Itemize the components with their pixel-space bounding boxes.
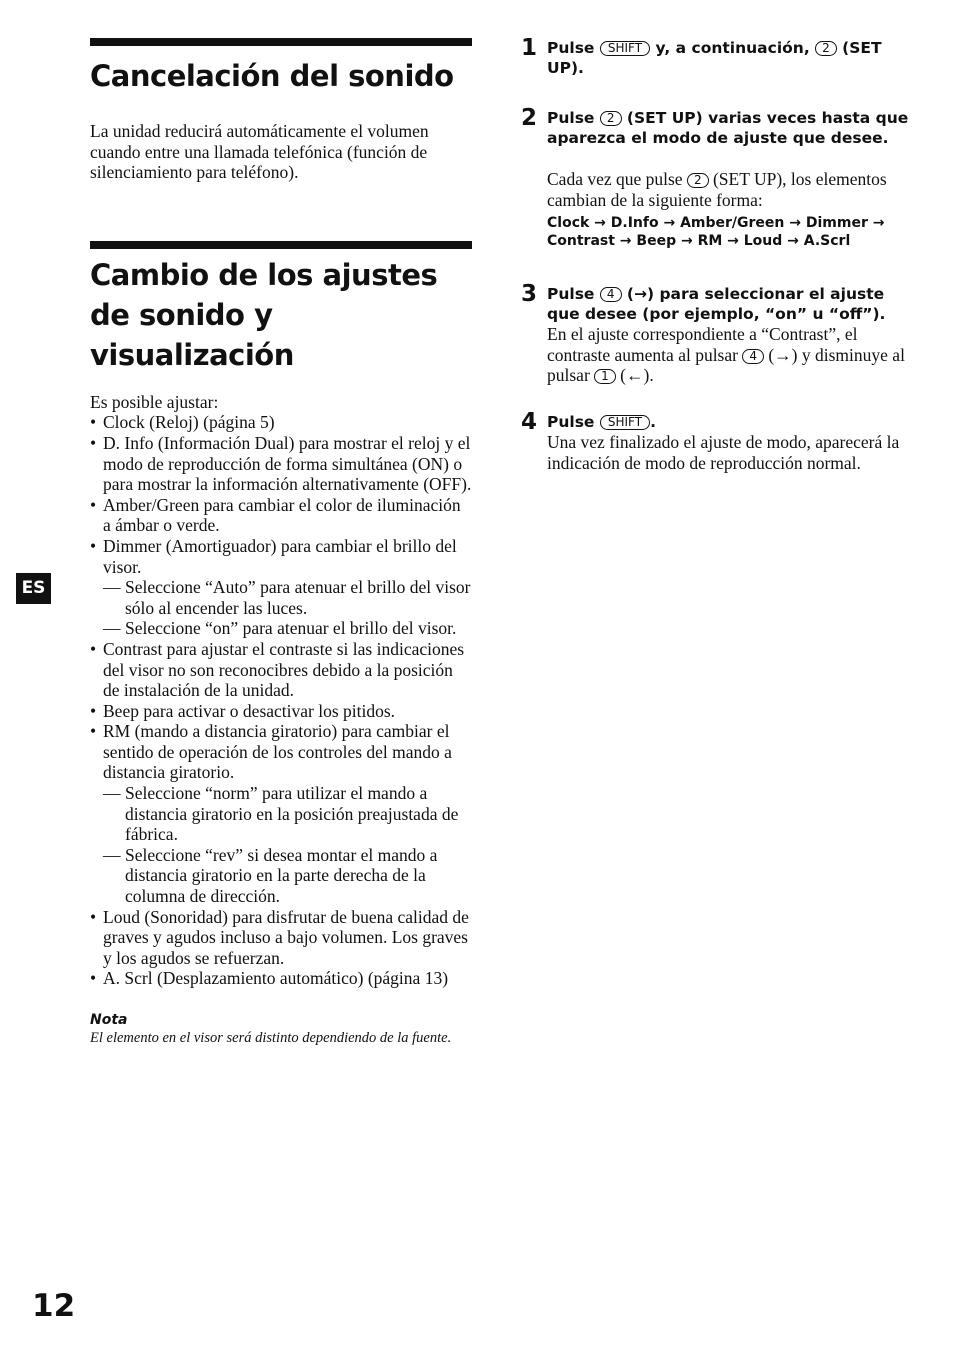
list-item: • Loud (Sonoridad) para disfrutar de buena calidad de graves y agudos incluso a bajo volumen. Los graves y los agudos se refuerzan.	[90, 907, 472, 969]
sub-list-item: — Seleccione “norm” para utilizar el mando a distancia giratorio en la posición preajustada de fábrica.	[103, 783, 472, 845]
list-item: • Contrast para ajustar el contraste si las indicaciones del visor no son reconocibres debido a la posición de instalación de la unidad.	[90, 639, 472, 701]
step-body: Cada vez que pulse 2 (SET UP), los elementos cambian de la siguiente forma:	[547, 169, 887, 210]
key-1: 1	[594, 369, 616, 384]
section-rule	[90, 241, 472, 249]
section2	[90, 241, 472, 1047]
step-number: 4	[521, 408, 538, 435]
sub-list-item: — Seleccione “rev” si desea montar el mando a distancia giratorio en la parte derecha de la columna de dirección.	[103, 845, 472, 907]
sub-list	[103, 783, 472, 907]
list-item: • Dimmer (Amortiguador) para cambiar el brillo del visor. — Seleccione “Auto” para atenuar el brillo del visor sólo al encender las luces. — Seleccione “on” para atenuar el brillo del visor.	[90, 536, 472, 639]
key-2: 2	[600, 111, 622, 126]
step-2	[521, 105, 911, 250]
key-4: 4	[742, 349, 764, 364]
step-number: 1	[521, 35, 538, 61]
sub-list-item: — Seleccione “on” para atenuar el brillo del visor.	[103, 618, 472, 639]
left-column	[90, 38, 472, 1047]
step-4	[521, 408, 911, 473]
step-body: En el ajuste correspondiente a “Contrast”, el contraste aumenta al pulsar 4 (→) y disminuye al pulsar 1 (←).	[547, 324, 905, 386]
section1-text: La unidad reducirá automáticamente el volumen cuando entre una llamada telefónica (función de silenciamiento para teléfono).	[90, 121, 429, 183]
shift-key: SHIFT	[600, 41, 650, 56]
step-number: 2	[521, 105, 538, 131]
list-item: • D. Info (Información Dual) para mostrar el reloj y el modo de reproducción de forma simultánea (ON) o para mostrar la información alternativamente (OFF).	[90, 433, 472, 495]
step-body: Una vez finalizado el ajuste de modo, aparecerá la indicación de modo de reproducción normal.	[547, 431, 900, 473]
section-rule	[90, 38, 472, 46]
step-1	[521, 35, 911, 78]
right-column	[521, 35, 911, 473]
step-3	[521, 281, 911, 386]
shift-key: SHIFT	[600, 415, 650, 430]
section1-title: Cancelación del sonido	[90, 59, 454, 93]
note-text: El elemento en el visor será distinto dependiendo de la fuente.	[90, 1030, 452, 1046]
settings-list	[90, 412, 472, 989]
section2-intro: Es posible ajustar:	[90, 391, 219, 412]
step-heading: Pulse SHIFT .	[547, 412, 656, 431]
step-heading: Pulse SHIFT y, a continuación, 2 (SET UP).	[547, 39, 882, 77]
list-item: • Amber/Green para cambiar el color de iluminación a ámbar o verde.	[90, 495, 472, 536]
key-2: 2	[815, 41, 837, 56]
step-heading: Pulse 2 (SET UP) varias veces hasta que aparezca el modo de ajuste que desee.	[547, 109, 909, 147]
note-title: Nota	[90, 1012, 128, 1028]
key-4: 4	[600, 287, 622, 302]
page-number: 12	[32, 1288, 76, 1324]
language-tab: ES	[16, 573, 51, 604]
sub-list	[103, 577, 472, 639]
list-item: • Beep para activar o desactivar los pitidos.	[90, 701, 472, 722]
list-item: • A. Scrl (Desplazamiento automático) (página 13)	[90, 968, 472, 989]
settings-sequence: Clock → D.Info → Amber/Green → Dimmer → Contrast → Beep → RM → Loud → A.Scrl	[547, 215, 885, 250]
sub-list-item: — Seleccione “Auto” para atenuar el brillo del visor sólo al encender las luces.	[103, 577, 472, 618]
list-item: • Clock (Reloj) (página 5)	[90, 412, 472, 433]
key-2: 2	[687, 173, 709, 188]
step-number: 3	[521, 281, 538, 308]
step-heading: Pulse 4 (→) para seleccionar el ajuste que desee (por ejemplo, “on” u “off”).	[547, 285, 886, 324]
list-item: • RM (mando a distancia giratorio) para cambiar el sentido de operación de los controles del mando a distancia giratorio. — Seleccione “norm” para utilizar el mando a distancia giratorio en la posición preajustada de fábrica. — Seleccione “rev” si desea montar el mando a distancia giratorio en la parte derecha de la columna de dirección.	[90, 721, 472, 906]
section2-title: Cambio de los ajustes de sonido y visualización	[90, 257, 438, 372]
